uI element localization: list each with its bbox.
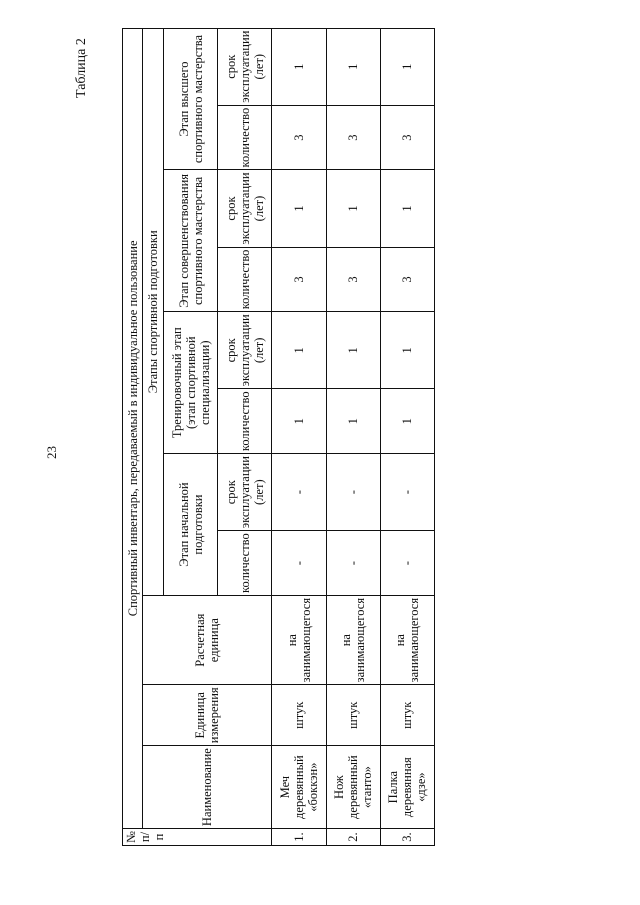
value-cell: - (326, 454, 380, 531)
value-cell: - (272, 531, 326, 596)
row-number: 1. (272, 829, 326, 846)
stage-name-initial: Этап начальной подготовки (163, 454, 217, 596)
stages-header: Этапы спортивной подготовки (143, 28, 163, 595)
item-unit: штук (380, 685, 434, 746)
qty-header: количество (218, 247, 272, 312)
item-name: Меч деревянный «боккэн» (272, 746, 326, 829)
value-cell: 3 (380, 247, 434, 312)
row-number: 3. (380, 829, 434, 846)
value-cell: 3 (326, 247, 380, 312)
num-header: № п/п (123, 829, 272, 846)
value-cell: 1 (272, 312, 326, 389)
value-cell: 1 (326, 28, 380, 105)
value-cell: - (380, 454, 434, 531)
value-cell: 1 (326, 312, 380, 389)
equipment-table (122, 28, 435, 846)
item-name: Нож деревянный «танто» (326, 746, 380, 829)
table-row (326, 28, 380, 845)
value-cell: 1 (380, 312, 434, 389)
value-cell: 1 (326, 389, 380, 454)
value-cell: 1 (380, 170, 434, 247)
table-title: Таблица 2 (74, 38, 89, 98)
rotated-table-container (122, 30, 435, 846)
qty-header: количество (218, 531, 272, 596)
qty-header: количество (218, 389, 272, 454)
name-header: Наименование (143, 746, 272, 829)
page-number: 23 (44, 446, 59, 460)
qty-header: количество (218, 105, 272, 170)
value-cell: 1 (272, 389, 326, 454)
header-row-main (123, 28, 143, 845)
term-header: срок эксплуатации (лет) (218, 170, 272, 247)
value-cell: 3 (272, 247, 326, 312)
item-calc-unit: на занимающегося (380, 595, 434, 684)
value-cell: 3 (272, 105, 326, 170)
stage-name-higher: Этап высшего спортивного мастерства (163, 28, 217, 170)
stage-name-improvement: Этап совершенствования спортивного мастерства (163, 170, 217, 312)
value-cell: 1 (272, 28, 326, 105)
value-cell: 1 (272, 170, 326, 247)
header-row-stages (143, 28, 163, 845)
value-cell: 1 (380, 28, 434, 105)
value-cell: 3 (380, 105, 434, 170)
calc-unit-header: Расчетная единица (143, 595, 272, 684)
unit-header: Единица измерения (143, 685, 272, 746)
item-unit: штук (326, 685, 380, 746)
term-header: срок эксплуатации (лет) (218, 454, 272, 531)
stage-name-training: Тренировочный этап (этап спортивной специализации) (163, 312, 217, 454)
value-cell: - (326, 531, 380, 596)
term-header: срок эксплуатации (лет) (218, 28, 272, 105)
row-number: 2. (326, 829, 380, 846)
value-cell: - (272, 454, 326, 531)
term-header: срок эксплуатации (лет) (218, 312, 272, 389)
item-calc-unit: на занимающегося (326, 595, 380, 684)
table-row (380, 28, 434, 845)
item-unit: штук (272, 685, 326, 746)
main-header: Спортивный инвентарь, передаваемый в индивидуальное пользование (123, 28, 143, 828)
item-name: Палка деревянная «дзе» (380, 746, 434, 829)
item-calc-unit: на занимающегося (272, 595, 326, 684)
table-row (272, 28, 326, 845)
value-cell: 1 (326, 170, 380, 247)
value-cell: 1 (380, 389, 434, 454)
value-cell: - (380, 531, 434, 596)
value-cell: 3 (326, 105, 380, 170)
